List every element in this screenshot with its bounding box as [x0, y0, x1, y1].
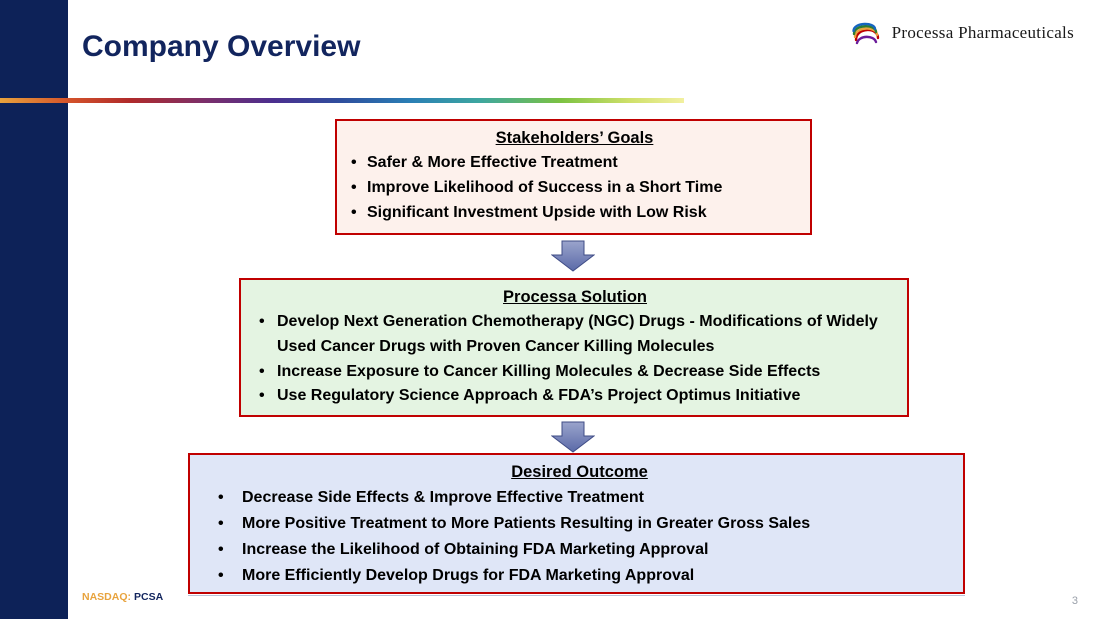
- rainbow-divider: [0, 98, 684, 103]
- desired-outcome-list: [208, 485, 951, 589]
- left-accent-bar: [0, 0, 68, 619]
- list-item: • Significant Investment Upside with Low Risk: [349, 201, 800, 226]
- nasdaq-ticker: PCSA: [134, 591, 164, 603]
- list-item: • Use Regulatory Science Approach & FDA’s Project Optimus Initiative: [255, 384, 895, 409]
- down-arrow-icon-1: [551, 240, 595, 272]
- list-item: • More Positive Treatment to More Patients Resulting in Greater Gross Sales: [208, 511, 951, 537]
- desired-outcome-box: [188, 453, 965, 594]
- footer-divider: [188, 595, 965, 596]
- page-title: Company Overview: [82, 30, 361, 63]
- company-logo: [850, 18, 1074, 48]
- list-item: • Develop Next Generation Chemotherapy (NGC) Drugs - Modifications of Widely Used Cancer Drugs with Proven Cancer Killing Molecules: [255, 310, 895, 360]
- processa-solution-heading: Processa Solution: [503, 288, 647, 306]
- desired-outcome-heading: Desired Outcome: [511, 463, 648, 481]
- list-item: • Increase Exposure to Cancer Killing Molecules & Decrease Side Effects: [255, 360, 895, 385]
- list-item: • Improve Likelihood of Success in a Short Time: [349, 176, 800, 201]
- processa-solution-box: [239, 278, 909, 417]
- stakeholders-goals-heading: Stakeholders’ Goals: [495, 129, 654, 147]
- nasdaq-label: NASDAQ:: [82, 591, 131, 603]
- down-arrow-icon-2: [551, 421, 595, 453]
- list-item: • Decrease Side Effects & Improve Effective Treatment: [208, 485, 951, 511]
- list-item: • More Efficiently Develop Drugs for FDA Marketing Approval: [208, 563, 951, 589]
- nasdaq-listing: [82, 591, 163, 603]
- company-name: Processa Pharmaceuticals: [891, 23, 1074, 42]
- processa-logo-icon: [850, 18, 884, 48]
- stakeholders-goals-box: [335, 119, 812, 235]
- list-item: • Safer & More Effective Treatment: [349, 151, 800, 176]
- processa-solution-list: [255, 310, 895, 409]
- stakeholders-goals-list: [349, 151, 800, 225]
- page-number: 3: [1071, 595, 1078, 607]
- list-item: • Increase the Likelihood of Obtaining FDA Marketing Approval: [208, 537, 951, 563]
